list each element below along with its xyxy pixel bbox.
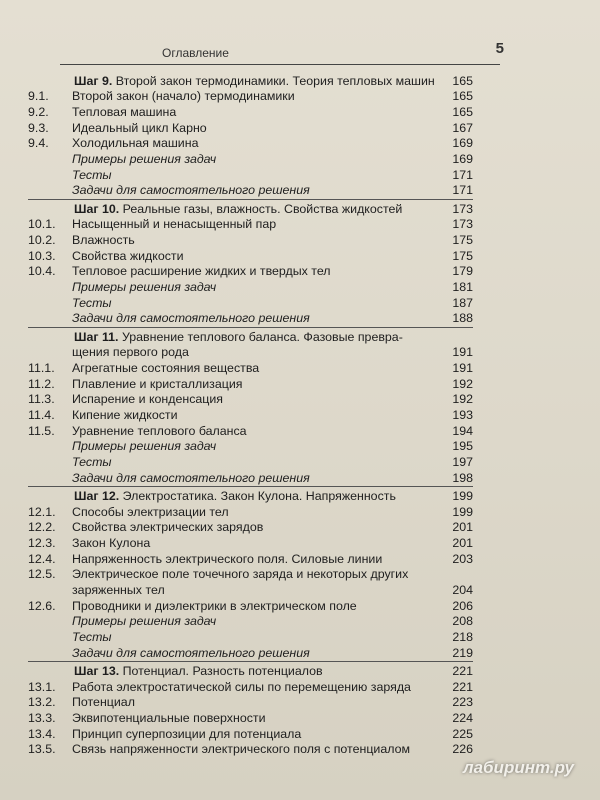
toc-row xyxy=(28,377,473,393)
toc-page: 188 xyxy=(452,311,473,326)
toc-title: Свойства электрических зарядов xyxy=(72,520,264,535)
toc-title: Влажность xyxy=(72,232,135,247)
toc-row xyxy=(28,121,473,137)
toc-title xyxy=(74,664,323,680)
toc-row xyxy=(28,455,473,471)
header-page-number: 5 xyxy=(495,40,504,57)
toc-title: Закон Кулона xyxy=(72,535,151,550)
toc-number: 12.4. xyxy=(28,551,56,566)
toc-number: 12.6. xyxy=(28,598,56,613)
toc-page: 225 xyxy=(452,726,473,741)
toc-page: 171 xyxy=(452,183,473,198)
toc-section-label: Шаг 9. xyxy=(74,73,113,88)
toc-page: 208 xyxy=(452,614,473,629)
toc-page: 192 xyxy=(452,376,473,391)
toc-page: 191 xyxy=(452,345,473,360)
toc-row xyxy=(28,233,473,249)
toc-title: Задачи для самостоятельного решения xyxy=(72,470,310,485)
toc-page: 192 xyxy=(452,392,473,407)
toc-row xyxy=(28,296,473,312)
toc-title: Примеры решения задач xyxy=(72,614,217,629)
toc-page: 167 xyxy=(452,120,473,135)
toc-title: Холодильная машина xyxy=(72,136,199,151)
toc-number: 10.3. xyxy=(28,248,56,263)
toc-row xyxy=(28,361,473,377)
toc-title: Напряженность электрического поля. Силовые линии xyxy=(72,551,383,566)
toc-row xyxy=(28,152,473,168)
toc-title: Задачи для самостоятельного решения xyxy=(72,311,310,326)
toc-row xyxy=(28,202,473,218)
toc-page: 226 xyxy=(452,742,473,757)
toc-page: 201 xyxy=(452,520,473,535)
toc-title: Агрегатные состояния вещества xyxy=(72,360,260,375)
toc-row xyxy=(28,536,473,552)
toc-title: Испарение и конденсация xyxy=(72,392,224,407)
toc-number: 11.4. xyxy=(28,407,55,422)
toc-number: 13.3. xyxy=(28,711,56,725)
toc-row xyxy=(28,664,473,680)
running-header xyxy=(60,40,504,65)
toc-section-title: Второй закон термодинамики. Теория тепловых машин xyxy=(115,73,435,88)
toc-title: Насыщенный и ненасыщенный пар xyxy=(72,217,277,232)
toc-page: 165 xyxy=(452,73,473,88)
toc-row xyxy=(28,646,473,663)
toc-number: 12.3. xyxy=(28,535,56,550)
toc-row xyxy=(28,424,473,440)
toc-page: 221 xyxy=(452,679,473,694)
toc-title: Тесты xyxy=(72,630,112,645)
toc-row xyxy=(28,264,473,280)
toc-title: Способы электризации тел xyxy=(72,504,229,519)
toc-title: Задачи для самостоятельного решения xyxy=(72,645,310,660)
toc-number: 11.1. xyxy=(28,360,55,375)
toc-page: 173 xyxy=(452,201,473,216)
toc-row xyxy=(28,614,473,630)
toc-title: Идеальный цикл Карно xyxy=(72,120,207,135)
toc-row xyxy=(28,505,473,521)
toc-page: 198 xyxy=(452,470,473,485)
toc-page: 175 xyxy=(452,232,473,247)
toc-row xyxy=(28,439,473,455)
toc-title: щения первого рода xyxy=(72,345,189,360)
toc-number: 11.3. xyxy=(28,392,55,407)
toc-page: 203 xyxy=(452,551,473,566)
toc-page: 191 xyxy=(452,360,473,375)
toc-title: Тепловое расширение жидких и твердых тел xyxy=(72,264,331,279)
toc-title: Кипение жидкости xyxy=(72,407,178,422)
toc-number: 9.2. xyxy=(28,104,49,119)
toc-section-label: Шаг 11. xyxy=(74,329,119,344)
toc-title: Уравнение теплового баланса xyxy=(72,423,247,438)
toc-row xyxy=(28,471,473,488)
toc-row xyxy=(28,599,473,615)
toc-page: 169 xyxy=(452,136,473,151)
toc-section-title: Электростатика. Закон Кулона. Напряженность xyxy=(122,488,396,503)
toc-row xyxy=(28,520,473,536)
toc-row xyxy=(28,183,473,200)
toc-row xyxy=(28,489,473,505)
toc-row xyxy=(28,567,473,583)
toc-title: заряженных тел xyxy=(72,583,165,597)
toc-number: 9.1. xyxy=(28,89,49,104)
toc-page: 194 xyxy=(452,423,473,438)
toc-number: 9.3. xyxy=(28,120,49,135)
toc-section-title: Потенциал. Разность потенциалов xyxy=(122,663,323,678)
toc-row xyxy=(28,345,473,361)
toc-section-label: Шаг 12. xyxy=(74,488,120,503)
toc-row xyxy=(28,89,473,105)
toc-row xyxy=(28,74,473,90)
toc-section-label: Шаг 10. xyxy=(74,201,120,216)
toc-page: 197 xyxy=(452,455,473,469)
toc-title: Примеры решения задач xyxy=(72,439,217,454)
toc-row xyxy=(28,695,473,711)
toc-page: 219 xyxy=(452,645,473,660)
toc-title xyxy=(74,330,403,346)
toc-title xyxy=(74,202,402,218)
toc-row xyxy=(28,630,473,646)
toc-title: Свойства жидкости xyxy=(72,248,184,263)
toc-number: 13.5. xyxy=(28,742,56,757)
toc-title: Примеры решения задач xyxy=(72,151,217,166)
toc-row xyxy=(28,711,473,727)
toc-page: 221 xyxy=(452,663,473,678)
toc-page: 169 xyxy=(452,151,473,166)
toc-number: 13.1. xyxy=(28,679,56,694)
toc-section-label: Шаг 13. xyxy=(74,663,120,678)
toc-number: 12.5. xyxy=(28,567,56,582)
toc-row xyxy=(28,583,473,599)
toc-title: Тепловая машина xyxy=(72,104,177,119)
toc-page: 204 xyxy=(452,583,473,597)
toc-row xyxy=(28,680,473,696)
toc-title: Плавление и кристаллизация xyxy=(72,376,243,391)
toc-row xyxy=(28,552,473,568)
toc-page: 218 xyxy=(452,630,473,645)
toc-number: 12.1. xyxy=(28,504,56,519)
toc-title: Потенциал xyxy=(72,695,135,710)
toc-page: 187 xyxy=(452,295,473,310)
toc-number: 10.2. xyxy=(28,232,56,247)
toc-page: 199 xyxy=(452,504,473,519)
toc-title: Второй закон (начало) термодинамики xyxy=(72,89,295,104)
toc-title xyxy=(74,489,396,505)
toc-row xyxy=(28,136,473,152)
watermark-logo: лабиринт.ру xyxy=(463,758,574,777)
toc-page: 206 xyxy=(452,598,473,613)
toc-number: 10.1. xyxy=(28,217,56,232)
toc-title: Тесты xyxy=(72,167,112,182)
toc-title: Связь напряженности электрического поля с потенциалом xyxy=(72,742,411,757)
toc-number: 11.2. xyxy=(28,376,55,391)
toc-section-title: Реальные газы, влажность. Свойства жидкостей xyxy=(122,201,403,216)
toc-row xyxy=(28,217,473,233)
toc-title: Тесты xyxy=(72,295,112,310)
toc-page: 181 xyxy=(452,279,473,294)
toc-page: 165 xyxy=(452,89,473,104)
toc-title: Работа электростатической силы по перемещению заряда xyxy=(72,679,411,694)
toc-page: 201 xyxy=(452,535,473,550)
toc-row xyxy=(28,742,473,758)
toc-number: 11.5. xyxy=(28,423,55,438)
toc-row xyxy=(28,408,473,424)
toc-row xyxy=(28,280,473,296)
toc-title: Принцип суперпозиции для потенциала xyxy=(72,726,302,741)
toc-row xyxy=(28,105,473,121)
toc-page: 193 xyxy=(452,407,473,422)
table-of-contents xyxy=(28,72,473,758)
toc-title: Эквипотенциальные поверхности xyxy=(72,711,266,725)
toc-page: 179 xyxy=(452,264,473,279)
header-title: Оглавление xyxy=(162,46,229,60)
toc-title: Электрическое поле точечного заряда и некоторых других xyxy=(72,567,409,582)
toc-number: 10.4. xyxy=(28,264,56,279)
toc-page: 199 xyxy=(452,488,473,503)
toc-row xyxy=(28,727,473,743)
toc-page: 224 xyxy=(452,711,473,725)
toc-page: 173 xyxy=(452,217,473,232)
toc-row xyxy=(28,249,473,265)
toc-title: Проводники и диэлектрики в электрическом поле xyxy=(72,598,357,613)
toc-title: Задачи для самостоятельного решения xyxy=(72,183,310,198)
toc-row xyxy=(28,168,473,184)
toc-number: 9.4. xyxy=(28,136,49,151)
toc-page: 223 xyxy=(452,695,473,710)
toc-title xyxy=(74,74,435,90)
toc-row xyxy=(28,330,473,346)
toc-row xyxy=(28,392,473,408)
toc-row xyxy=(28,311,473,328)
toc-number: 12.2. xyxy=(28,520,56,535)
toc-number: 13.4. xyxy=(28,726,56,741)
toc-page: 195 xyxy=(452,439,473,454)
toc-section-title: Уравнение теплового баланса. Фазовые превра- xyxy=(121,329,403,344)
toc-page: 165 xyxy=(452,104,473,119)
toc-page: 175 xyxy=(452,248,473,263)
toc-title: Тесты xyxy=(72,455,112,469)
toc-page: 171 xyxy=(452,167,473,182)
toc-title: Примеры решения задач xyxy=(72,279,217,294)
toc-number: 13.2. xyxy=(28,695,56,710)
